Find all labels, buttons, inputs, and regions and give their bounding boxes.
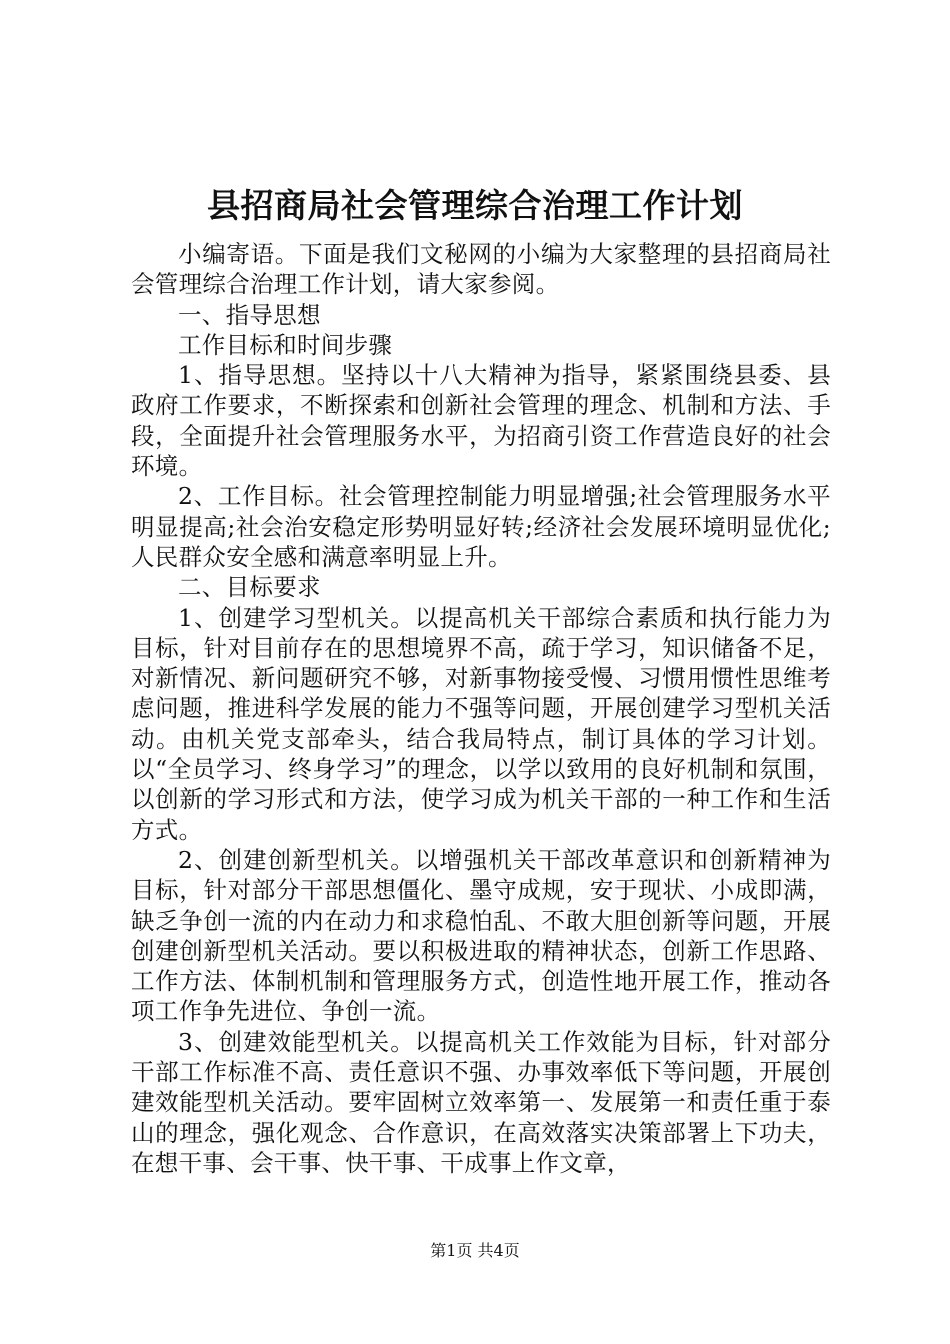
paragraph-efficient-organ: 3、创建效能型机关。以提高机关工作效能为目标，针对部分干部工作标准不高、责任意识不强、办事效率低下等问题，开展创建效能型机关活动。要牢固树立效率第一、发展第一和责任重于泰山的理念，强化观念、合作意识，在高效落实决策部署上下功夫，在想干事、会干事、快干事、干成事上作文章，: [131, 1027, 831, 1177]
paragraph-intro: 小编寄语。下面是我们文秘网的小编为大家整理的县招商局社会管理综合治理工作计划，请大家参阅。: [131, 240, 831, 299]
paragraph-guiding-ideology: 1、指导思想。坚持以十八大精神为指导，紧紧围绕县委、县政府工作要求，不断探索和创新社会管理的理念、机制和方法、手段，全面提升社会管理服务水平，为招商引资工作营造良好的社会环境。: [131, 361, 831, 481]
document-body: [131, 239, 831, 1178]
paragraph-innovative-organ: 2、创建创新型机关。以增强机关干部改革意识和创新精神为目标，针对部分干部思想僵化、墨守成规，安于现状、小成即满，缺乏争创一流的内在动力和求稳怕乱、不敢大胆创新等问题，开展创建创新型机关活动。要以积极进取的精神状态，创新工作思路、工作方法、体制机制和管理服务方式，创造性地开展工作，推动各项工作争先进位、争创一流。: [131, 845, 831, 1026]
paragraph-learning-organ: 1、创建学习型机关。以提高机关干部综合素质和执行能力为目标，针对目前存在的思想境界不高，疏于学习，知识储备不足，对新情况、新问题研究不够，对新事物接受慢、习惯用惯性思维考虑问题，推进科学发展的能力不强等问题，开展创建学习型机关活动。由机关党支部牵头，结合我局特点，制订具体的学习计划。以“全员学习、终身学习”的理念，以学以致用的良好机制和氛围，以创新的学习形式和方法，使学习成为机关干部的一种工作和生活方式。: [131, 603, 831, 844]
page-number-footer: 第1页 共4页: [430, 1241, 520, 1260]
section-heading-target-requirements: 二、目标要求: [178, 573, 321, 602]
section-heading-guiding-ideology: 一、指导思想: [178, 300, 321, 329]
document-title: 县招商局社会管理综合治理工作计划: [207, 186, 743, 225]
subheading-goals-and-steps: 工作目标和时间步骤: [178, 330, 393, 359]
paragraph-work-goals: 2、工作目标。社会管理控制能力明显增强;社会管理服务水平明显提高;社会治安稳定形势明显好转;经济社会发展环境明显优化;人民群众安全感和满意率明显上升。: [131, 482, 831, 571]
